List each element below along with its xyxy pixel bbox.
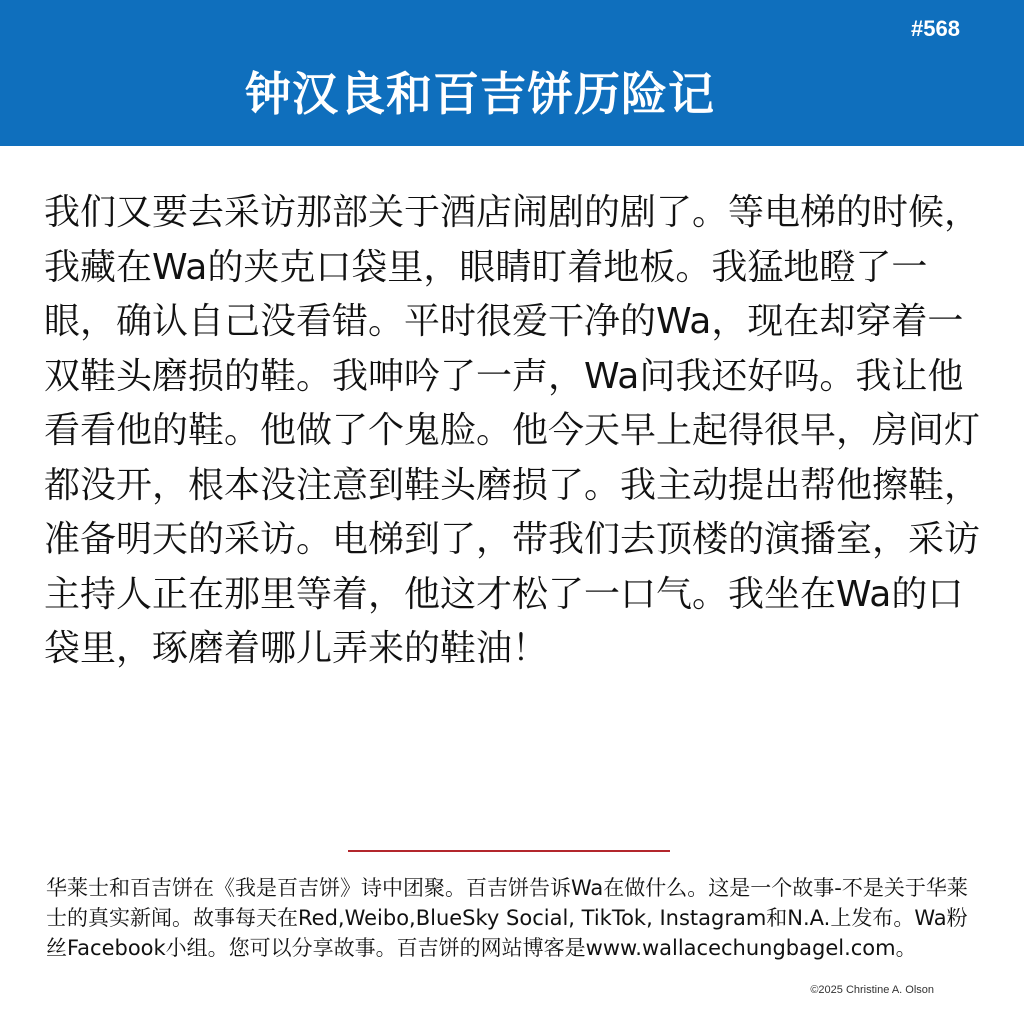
section-divider (348, 850, 670, 852)
page-title: 钟汉良和百吉饼历险记 (245, 67, 715, 121)
header-banner (0, 0, 1024, 146)
episode-number: #568 (911, 16, 960, 41)
footer-note: 华莱士和百吉饼在《我是百吉饼》诗中团聚。百吉饼告诉Wa在做什么。这是一个故事-不是关于华莱士的真实新闻。故事每天在Red,Weibo,BlueSky Social, TikTok, Instagram和N.A.上发布。Wa粉丝Facebook小组。您可以分享故事。百吉饼的网站博客是www.wallacechungbagel.com。 (46, 876, 968, 960)
copyright-notice: ©2025 Christine A. Olson (810, 984, 934, 996)
story-text: 我们又要去采访那部关于酒店闹剧的剧了。等电梯的时候，我藏在Wa的夹克口袋里，眼睛盯着地板。我猛地瞪了一眼，确认自己没看错。平时很爱干净的Wa，现在却穿着一双鞋头磨损的鞋。我呻吟了一声，Wa问我还好吗。我让他看看他的鞋。他做了个鬼脸。他今天早上起得很早，房间灯都没开，根本没注意到鞋头磨损了。我主动提出帮他擦鞋，准备明天的采访。电梯到了，带我们去顶楼的演播室，采访主持人正在那里等着，他这才松了一口气。我坐在Wa的口袋里，琢磨着哪儿弄来的鞋油！ (44, 192, 981, 669)
